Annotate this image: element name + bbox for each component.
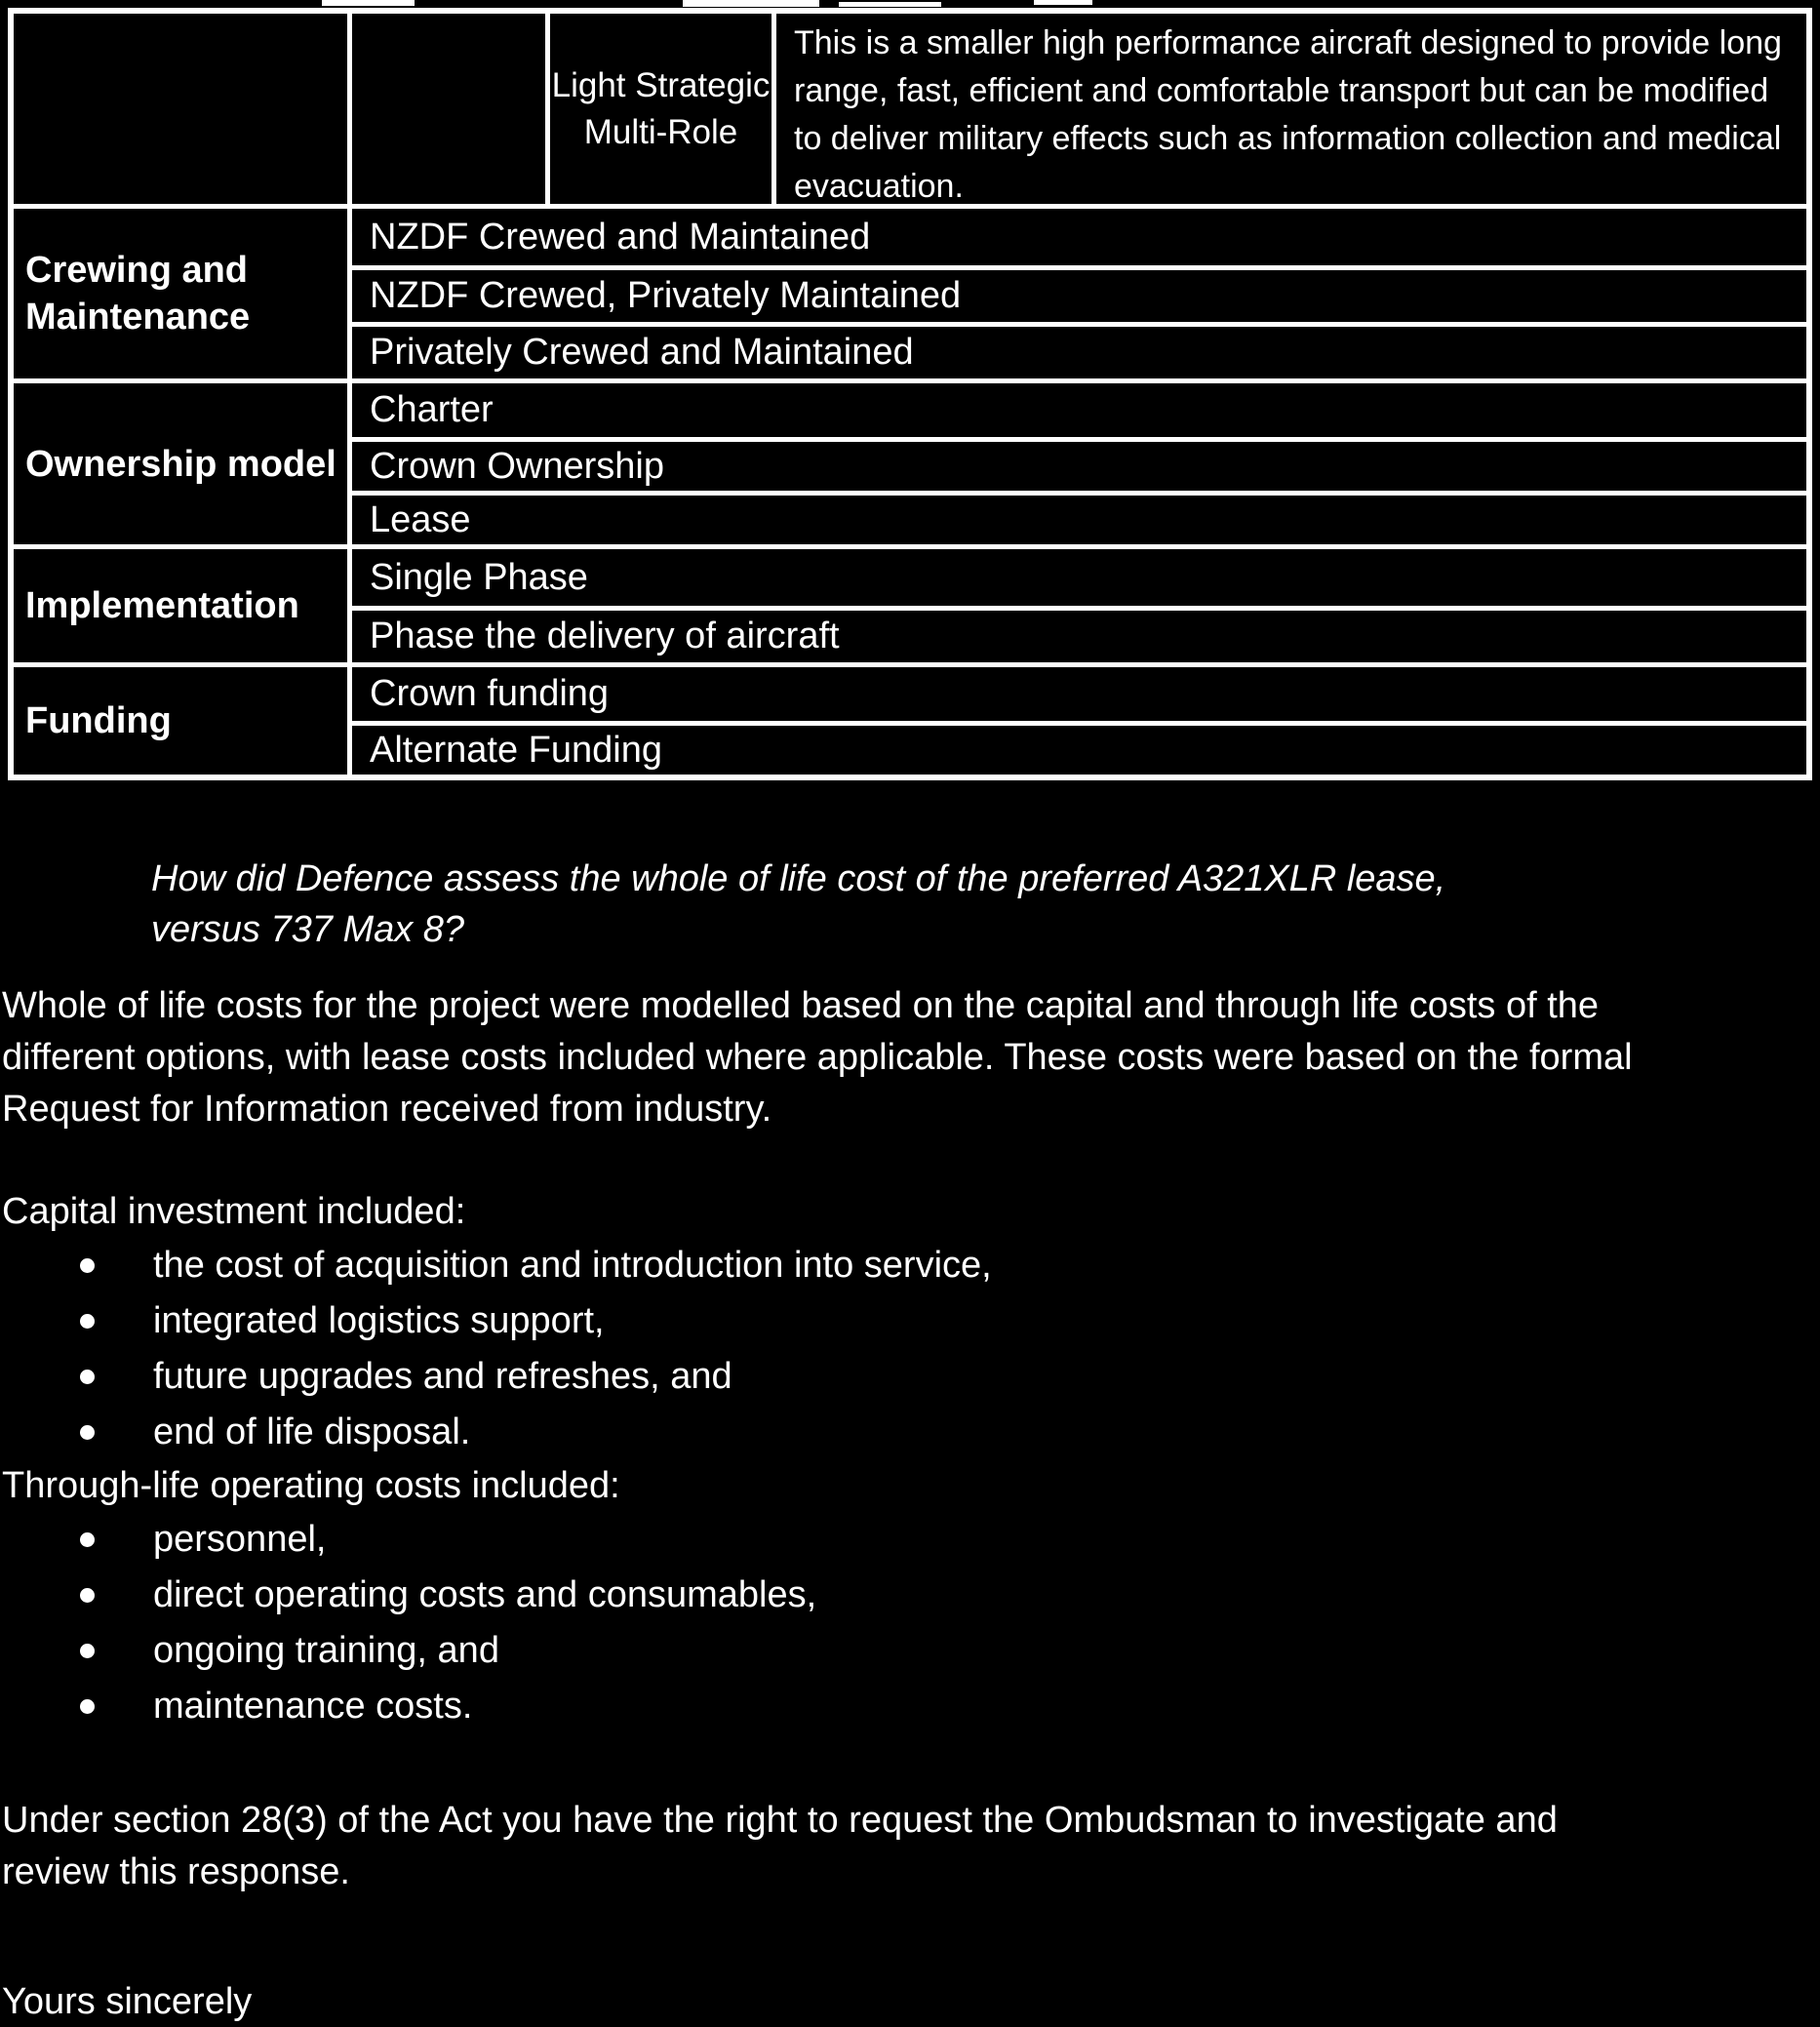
section-label: Ownership model bbox=[14, 383, 352, 544]
bullet-icon bbox=[80, 1314, 95, 1329]
bullet-icon bbox=[80, 1588, 95, 1603]
list-item bbox=[2, 1405, 1818, 1460]
table-header-row bbox=[14, 14, 1806, 209]
bullet-icon bbox=[80, 1699, 95, 1714]
bullet-text: end of life disposal. bbox=[153, 1411, 471, 1452]
scan-artifact bbox=[1034, 0, 1092, 5]
list-item bbox=[2, 1293, 1818, 1349]
scan-artifact bbox=[683, 0, 819, 7]
table-row: Crown funding bbox=[370, 673, 610, 714]
list-item bbox=[2, 1679, 1818, 1734]
list-item bbox=[2, 1238, 1818, 1293]
list-item bbox=[2, 1623, 1818, 1679]
whole-of-life-paragraph: Whole of life costs for the project were modelled based on the capital and through life costs of the different options, with lease costs included where applicable. These costs were based on the formal Request for Information received from industry. bbox=[2, 985, 1633, 1130]
table-section-crewing bbox=[14, 209, 1806, 383]
table-row: Lease bbox=[352, 491, 1806, 544]
header-empty-cell-1 bbox=[14, 14, 352, 204]
section-label: Implementation bbox=[14, 549, 352, 662]
letter-body bbox=[2, 815, 1818, 2027]
bullet-text: maintenance costs. bbox=[153, 1686, 473, 1727]
bullet-text: future upgrades and refreshes, and bbox=[153, 1356, 732, 1397]
table-section-funding bbox=[14, 667, 1806, 775]
list-item bbox=[2, 1512, 1818, 1568]
bullet-text: the cost of acquisition and introduction into service, bbox=[153, 1245, 992, 1286]
closing-salutation: Yours sincerely bbox=[2, 1981, 253, 2022]
section-label: Funding bbox=[14, 667, 352, 775]
bullet-icon bbox=[80, 1258, 95, 1273]
table-row: NZDF Crewed and Maintained bbox=[370, 216, 871, 258]
section-label: Crewing and Maintenance bbox=[14, 209, 352, 378]
section-rows bbox=[352, 383, 1806, 544]
bullet-text: ongoing training, and bbox=[153, 1630, 499, 1671]
ombudsman-rights-paragraph: Under section 28(3) of the Act you have the right to request the Ombudsman to investigate and review this response. bbox=[2, 1800, 1558, 1892]
bullet-icon bbox=[80, 1370, 95, 1384]
table-row: Alternate Funding bbox=[352, 721, 1806, 775]
section-rows bbox=[352, 549, 1806, 662]
table-row: Crown Ownership bbox=[352, 437, 1806, 491]
capital-investment-heading: Capital investment included: bbox=[2, 1191, 466, 1232]
bullet-icon bbox=[80, 1644, 95, 1658]
aircraft-options-table bbox=[8, 8, 1812, 780]
bullet-text: direct operating costs and consumables, bbox=[153, 1574, 817, 1615]
aircraft-description-cell: This is a smaller high performance aircraft designed to provide long range, fast, efficient and comfortable transport but can be modified to deliver military effects such as information collection and medical evacuation. bbox=[794, 24, 1782, 205]
table-row: Privately Crewed and Maintained bbox=[352, 322, 1806, 378]
table-row: Phase the delivery of aircraft bbox=[352, 606, 1806, 662]
bullet-text: personnel, bbox=[153, 1519, 327, 1560]
scan-artifact bbox=[322, 0, 415, 6]
list-item bbox=[2, 1349, 1818, 1405]
section-rows bbox=[352, 667, 1806, 775]
table-row: Charter bbox=[370, 389, 494, 430]
section-rows bbox=[352, 209, 1806, 378]
oia-question bbox=[151, 854, 1770, 955]
bullet-icon bbox=[80, 1425, 95, 1440]
list-item bbox=[2, 1568, 1818, 1623]
scan-artifact bbox=[839, 2, 941, 7]
table-row: NZDF Crewed, Privately Maintained bbox=[352, 265, 1806, 322]
table-row: Single Phase bbox=[370, 556, 588, 598]
question-line-1: How did Defence assess the whole of life cost of the preferred A321XLR lease, bbox=[151, 858, 1446, 899]
table-section-implementation bbox=[14, 549, 1806, 667]
header-empty-cell-2 bbox=[352, 14, 550, 204]
question-line-2: versus 737 Max 8? bbox=[151, 909, 465, 950]
bullet-text: integrated logistics support, bbox=[153, 1300, 605, 1341]
through-life-heading: Through-life operating costs included: bbox=[2, 1465, 620, 1506]
bullet-icon bbox=[80, 1532, 95, 1547]
table-section-ownership bbox=[14, 383, 1806, 549]
aircraft-type-cell: Light Strategic Multi-Role bbox=[550, 14, 776, 204]
